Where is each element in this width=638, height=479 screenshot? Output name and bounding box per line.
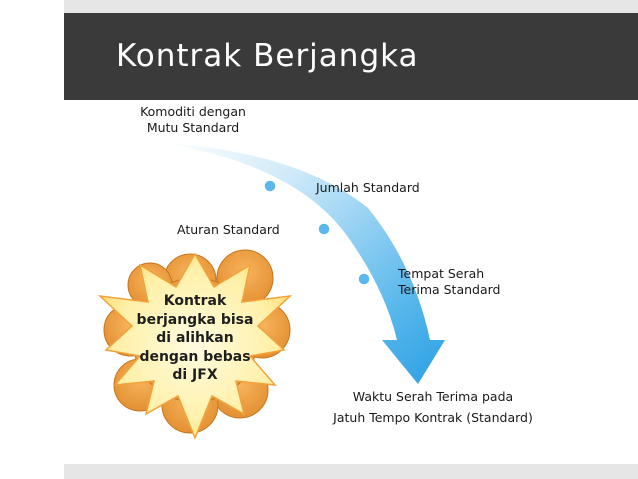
point-label-tempat	[398, 266, 501, 298]
callout-line: di JFX	[172, 367, 218, 383]
end-label-line1: Waktu Serah Terima pada	[352, 389, 514, 404]
callout-text	[115, 292, 275, 385]
callout-line: Kontrak	[163, 293, 227, 309]
callout-line: dengan bebas	[139, 348, 251, 365]
point-label-tempat-line1: Tempat Serah	[398, 266, 485, 281]
start-label-line1: Komoditi dengan	[140, 104, 246, 119]
flow-marker-2	[318, 223, 331, 236]
flow-marker-3	[358, 273, 371, 286]
start-label	[118, 104, 268, 136]
bottom-strip	[64, 464, 638, 479]
point-label-tempat-line2: Terima Standard	[398, 282, 501, 297]
end-label	[308, 386, 558, 428]
callout-line: di alihkan	[156, 330, 234, 346]
callout-line: berjangka bisa	[136, 311, 254, 328]
point-label-aturan: Aturan Standard	[177, 222, 280, 237]
point-label-jumlah: Jumlah Standard	[316, 180, 420, 195]
start-label-line2: Mutu Standard	[146, 120, 240, 135]
flow-marker-1	[264, 180, 277, 193]
end-label-line2: Jatuh Tempo Kontrak (Standard)	[333, 410, 533, 425]
slide-title: Kontrak Berjangka	[116, 38, 419, 74]
